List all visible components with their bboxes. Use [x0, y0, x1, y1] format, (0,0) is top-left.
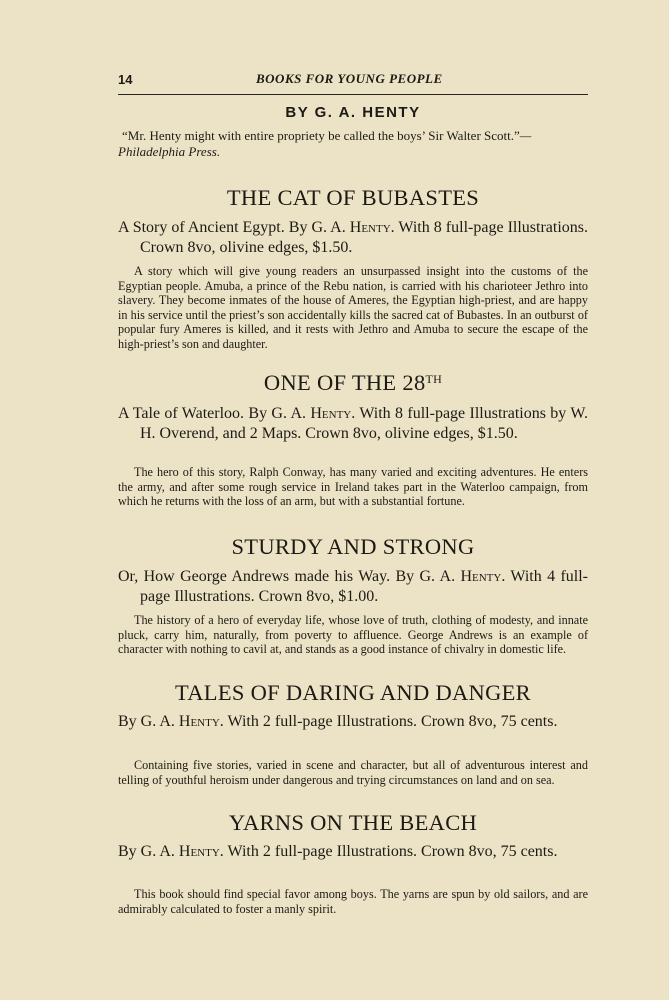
- running-head: [118, 70, 588, 90]
- book-title: YARNS ON THE BEACH: [228, 810, 478, 835]
- page-number: 14: [118, 72, 133, 87]
- book-blurb: A story which will give young readers an unsurpassed insight into the customs of the Egyptian people. Amuba, a prince of the Rebu nation, is carried with his charioteer Jethro into slavery. They become inmates of the house of Ameres, the Egyptian high-priest, and are happy in his service until the priest’s son accidentally kills the sacred cat of Bubastes. In an outburst of popular fury Ameres is killed, and it rests with Jethro and Amuba to secure the escape of the high-priest’s son and daughter.: [118, 264, 588, 351]
- book-blurb: Containing five stories, varied in scene and character, but all of adventurous interest and telling of youthful heroism under dangerous and trying circumstances on land and on sea.: [118, 758, 588, 787]
- author-name: Henty: [178, 713, 220, 730]
- book-description: Or, How George Andrews made his Way. By G. A. Henty. With 4 full-page Illustrations. Crown 8vo, $1.00.: [118, 568, 589, 605]
- book-description: A Story of Ancient Egypt. By G. A. Henty. With 8 full-page Illustrations. Crown 8vo, olivine edges, $1.50.: [118, 219, 589, 256]
- book-title: ONE OF THE 28TH: [263, 370, 443, 395]
- quote-text: “Mr. Henty might with entire propriety be called the boys’ Sir Walter Scott.”: [122, 128, 520, 143]
- header-rule: [118, 94, 588, 95]
- book-description: A Tale of Waterloo. By G. A. Henty. With 8 full-page Illustrations by W. H. Overend, and 2 Maps. Crown 8vo, olivine edges, $1.50.: [118, 405, 589, 442]
- book-blurb: The history of a hero of everyday life, whose love of truth, clothing of modesty, and innate pluck, carry him, naturally, from poverty to affluence. George Andrews is an example of character with nothing to cavil at, and stands as a good instance of chivalry in domestic life.: [118, 613, 588, 657]
- book-title: STURDY AND STRONG: [231, 534, 475, 559]
- book-title: THE CAT OF BUBASTES: [226, 185, 480, 210]
- book-description: By G. A. Henty. With 2 full-page Illustrations. Crown 8vo, 75 cents.: [118, 713, 558, 730]
- press-quote: [118, 128, 588, 160]
- quote-source: —Philadelphia Press.: [118, 128, 532, 159]
- author-byline: BY G. A. HENTY: [285, 104, 421, 121]
- author-name: Henty: [349, 219, 391, 236]
- author-name: Henty: [310, 405, 352, 422]
- running-title: BOOKS FOR YOUNG PEOPLE: [256, 71, 443, 86]
- book-blurb: This book should find special favor among boys. The yarns are spun by old sailors, and are admirably calculated to foster a manly spirit.: [118, 887, 588, 916]
- book-title: TALES OF DARING AND DANGER: [174, 680, 531, 705]
- author-name: Henty: [178, 843, 220, 860]
- book-blurb: The hero of this story, Ralph Conway, has many varied and exciting adventures. He enters the army, and after some rough service in Ireland takes part in the Waterloo campaign, from which he returns with the loss of an arm, but with a substantial fortune.: [118, 465, 588, 509]
- book-description: By G. A. Henty. With 2 full-page Illustrations. Crown 8vo, 75 cents.: [118, 843, 558, 860]
- author-name: Henty: [460, 568, 502, 585]
